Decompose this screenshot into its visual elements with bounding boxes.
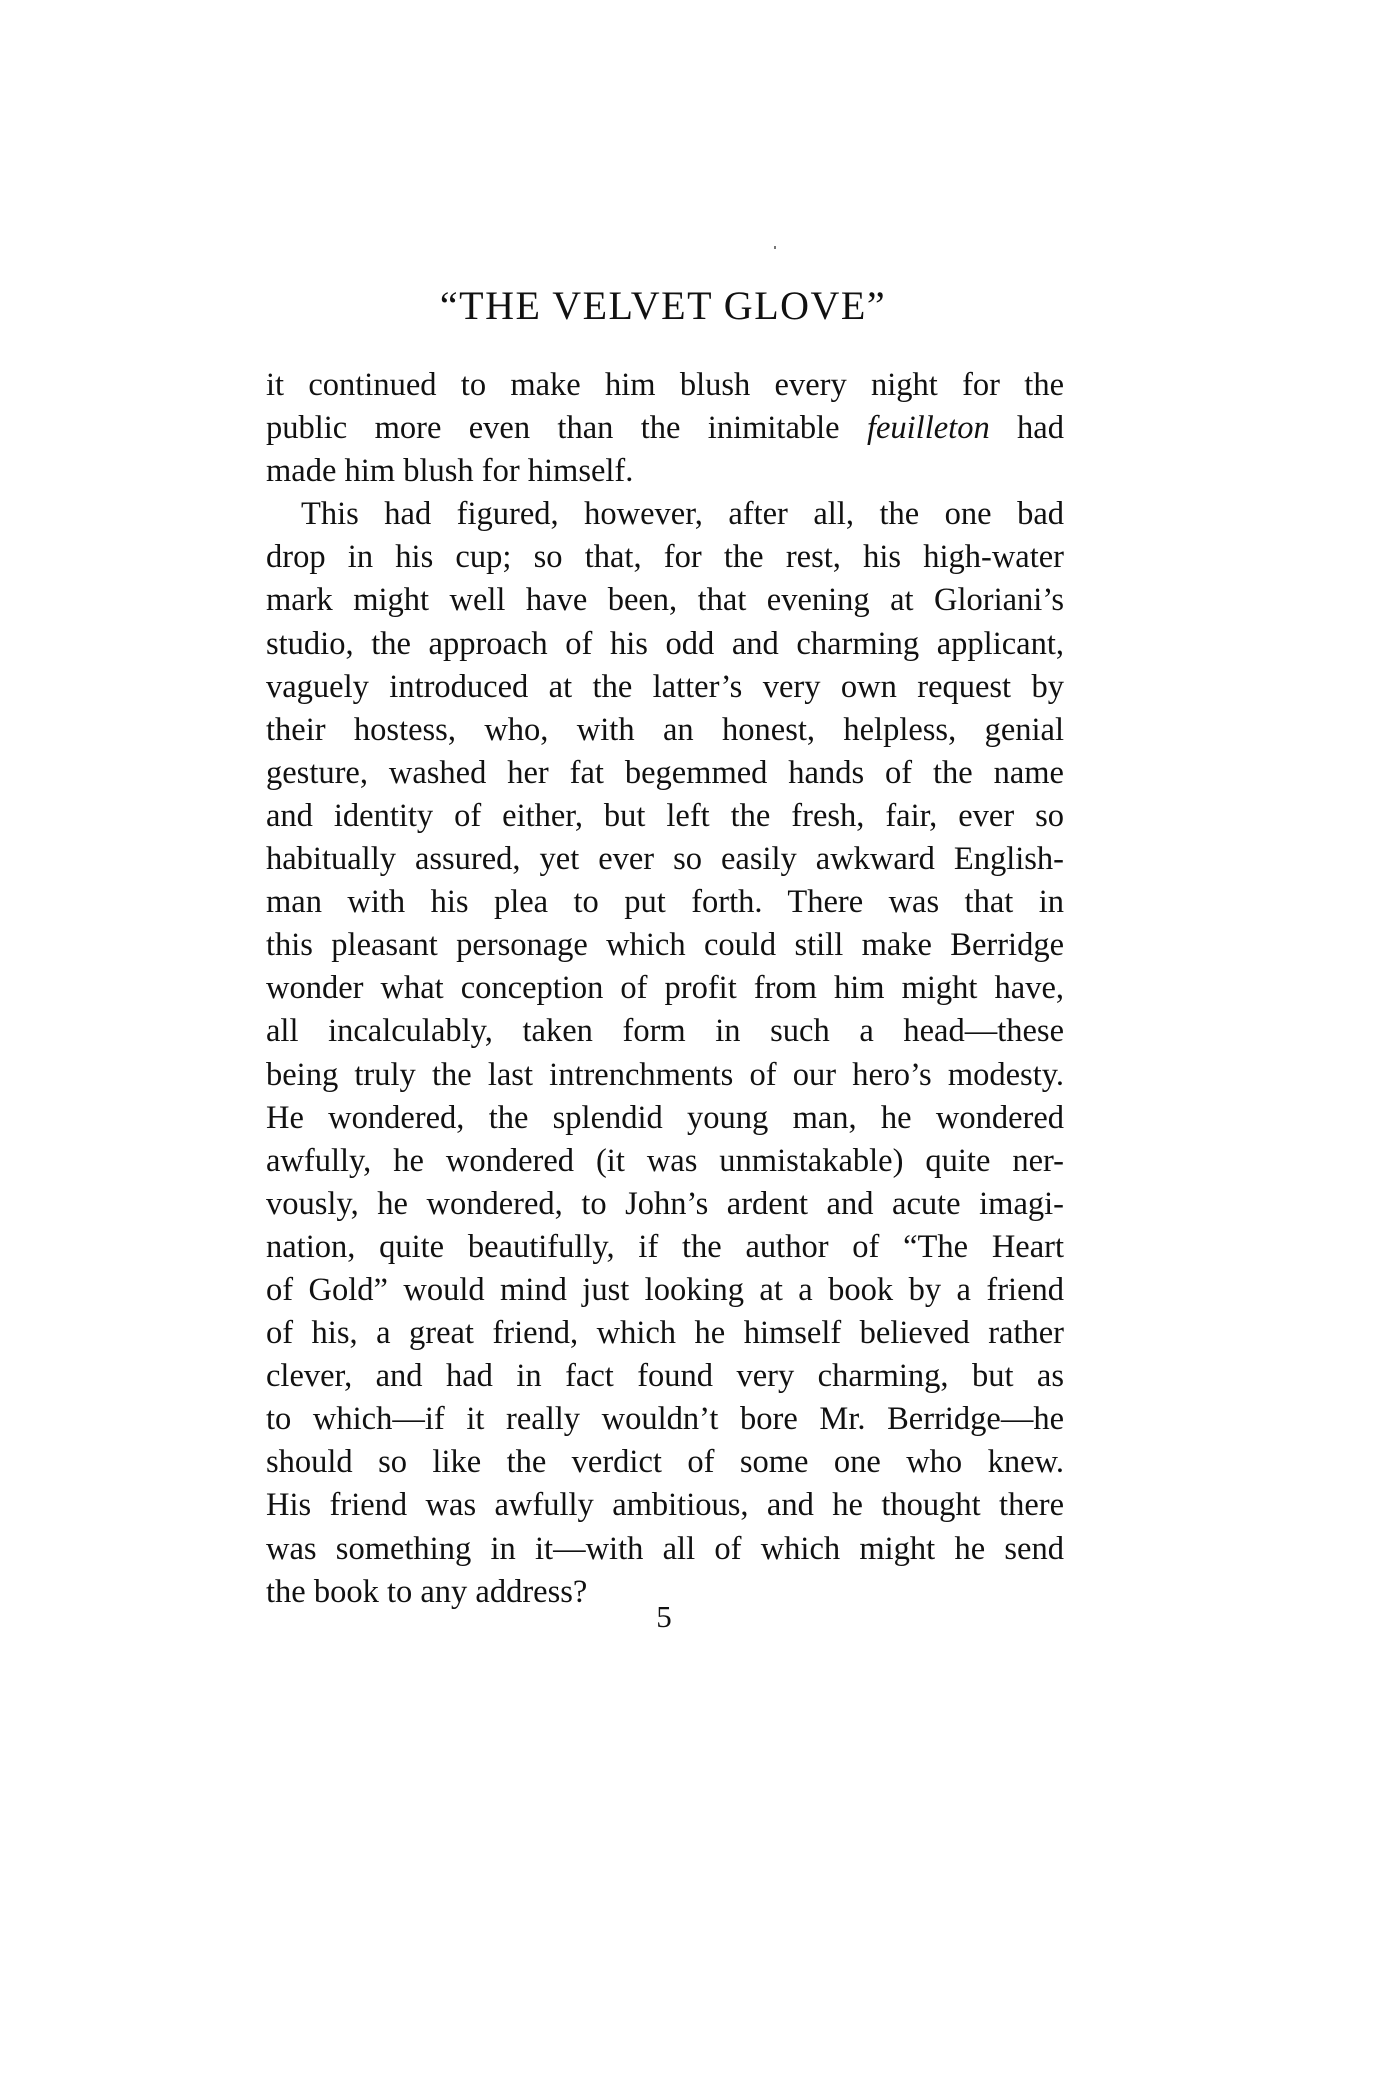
body-text <box>266 364 1064 1614</box>
text-line: mark might well have been, that evening at Gloriani’s <box>266 582 1064 619</box>
text-line: His friend was awfully ambitious, and he thought there <box>266 1487 1064 1524</box>
text-line: vously, he wondered, to John’s ardent and acute imagi- <box>266 1185 1064 1222</box>
text-line: of his, a great friend, which he himself believed rather <box>266 1315 1064 1352</box>
text-line: all incalculably, taken form in such a head—these <box>266 1013 1064 1050</box>
italic-word: feuilleton <box>866 410 990 447</box>
text-line: He wondered, the splendid young man, he wondered <box>266 1099 1064 1136</box>
text-line: made him blush for himself. <box>266 453 634 490</box>
text-line: awfully, he wondered (it was unmistakable) quite ner- <box>266 1142 1064 1179</box>
text-line: wonder what conception of profit from him might have, <box>266 970 1064 1007</box>
text-line: to which—if it really wouldn’t bore Mr. Berridge—he <box>266 1401 1064 1438</box>
text-line: this pleasant personage which could still make Berridge <box>266 927 1064 964</box>
text-line: vaguely introduced at the latter’s very own request by <box>266 668 1064 705</box>
print-speck <box>774 246 776 249</box>
text-line: man with his plea to put forth. There was that in <box>266 884 1064 921</box>
text-line: studio, the approach of his odd and charming applicant, <box>266 625 1064 662</box>
running-head: “THE VELVET GLOVE” <box>439 283 887 328</box>
text-line: being truly the last intrenchments of our hero’s modesty. <box>266 1056 1064 1093</box>
text-line: drop in his cup; so that, for the rest, his high-water <box>266 539 1064 576</box>
text-line: their hostess, who, with an honest, helpless, genial <box>266 711 1064 748</box>
text-line: clever, and had in fact found very charming, but as <box>266 1358 1064 1395</box>
text-line: habitually assured, yet ever so easily awkward English- <box>266 841 1064 878</box>
text-line: the book to any address? <box>266 1573 588 1610</box>
text-line: was something in it—with all of which might he send <box>266 1530 1064 1567</box>
text-line: of Gold” would mind just looking at a book by a friend <box>266 1271 1064 1308</box>
paragraph-first-line: This had figured, however, after all, the one bad <box>301 496 1064 533</box>
text-line: public more even than the inimitable feuilleton had <box>266 410 1064 447</box>
text-line: should so like the verdict of some one who knew. <box>266 1444 1064 1481</box>
text-line: gesture, washed her fat begemmed hands of the name <box>266 754 1064 791</box>
text-line: nation, quite beautifully, if the author of “The Heart <box>266 1228 1064 1265</box>
text-line: it continued to make him blush every night for the <box>266 367 1064 403</box>
text-line: and identity of either, but left the fresh, fair, ever so <box>266 797 1064 834</box>
page-number: 5 <box>656 1599 672 1634</box>
